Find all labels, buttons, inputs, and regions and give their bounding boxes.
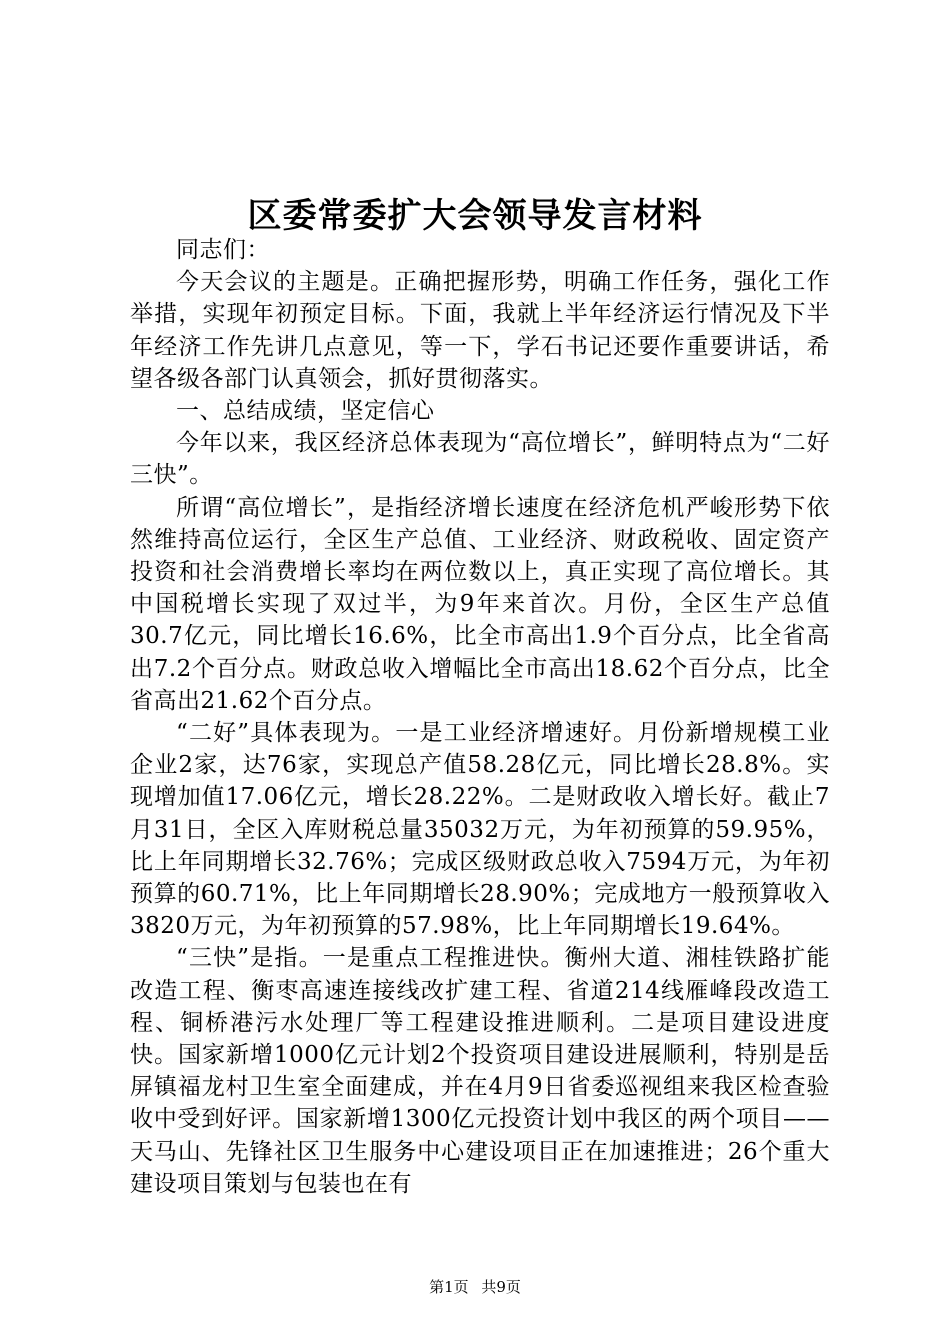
paragraph-three-fasts: “三快”是指。一是重点工程推进快。衡州大道、湘桂铁路扩能改造工程、衡枣高速连接线改扩建工程、省道214线雁峰段改造工程、铜桥港污水处理厂等工程建设推进顺利。二是项目建设进度快。国家新增1000亿元计划2个投资项目建设进展顺利，特别是岳屏镇福龙村卫生室全面建成，并在4月9日省委巡视组来我区检查验收中受到好评。国家新增1300亿元投资计划中我区的两个项目——天马山、先锋社区卫生服务中心建设项目正在加速推进；26个重大建设项目策划与包装也在有 bbox=[130, 945, 830, 1197]
paragraph-intro: 今天会议的主题是。正确把握形势，明确工作任务，强化工作举措，实现年初预定目标。下面，我就上半年经济运行情况及下半年经济工作先讲几点意见，等一下，学石书记还要作重要讲话，希望各级各部门认真领会，抓好贯彻落实。 bbox=[130, 269, 830, 392]
page-total: 共9页 bbox=[481, 1278, 521, 1296]
paragraph-high-growth: 所谓“高位增长”，是指经济增长速度在经济危机严峻形势下依然维持高位运行，全区生产总值、工业经济、财政税收、固定资产投资和社会消费增长率均在两位数以上，真正实现了高位增长。其中国税增长实现了双过半，为9年来首次。月份，全区生产总值30.7亿元，同比增长16.6%，比全市高出1.9个百分点，比全省高出7.2个百分点。财政总收入增幅比全市高出18.62个百分点，比全省高出21.62个百分点。 bbox=[130, 494, 830, 714]
document-body bbox=[130, 234, 830, 1200]
page-footer bbox=[0, 1276, 950, 1297]
document-title: 区委常委扩大会领导发言材料 bbox=[247, 196, 703, 236]
page-number: 第1页 bbox=[429, 1278, 469, 1296]
paragraph-overview: 今年以来，我区经济总体表现为“高位增长”，鲜明特点为“二好三快”。 bbox=[130, 430, 830, 489]
paragraph-two-goods: “二好”具体表现为。一是工业经济增速好。月份新增规模工业企业2家，达76家，实现总产值58.28亿元，同比增长28.8%。实现增加值17.06亿元，增长28.22%。二是财政收入增长好。截止7月31日，全区入库财税总量35032万元，为年初预算的59.95%，比上年同期增长32.76%；完成区级财政总收入7594万元，为年初预算的60.71%，比上年同期增长28.90%；完成地方一般预算收入3820万元，为年初预算的57.98%，比上年同期增长19.64%。 bbox=[130, 720, 830, 940]
salutation: 同志们： bbox=[176, 237, 270, 263]
section-heading: 一、总结成绩，坚定信心 bbox=[176, 398, 435, 425]
